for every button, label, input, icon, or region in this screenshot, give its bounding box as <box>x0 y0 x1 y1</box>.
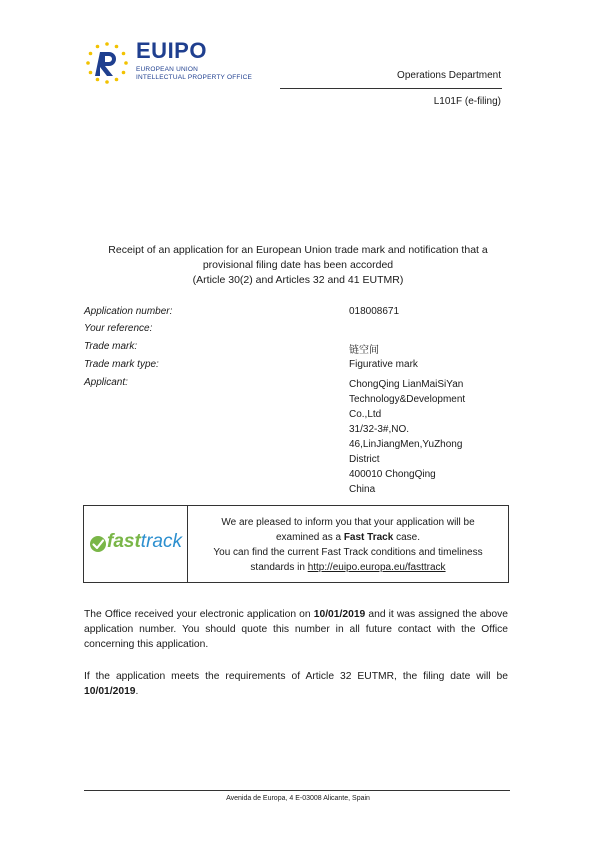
logo-word-eu: EU <box>136 38 168 63</box>
applicant-line: Technology&Development <box>349 394 466 405</box>
applicant-line: District <box>349 454 380 465</box>
applicant-address <box>349 377 465 497</box>
applicant-line: 31/32-3#,NO. <box>349 424 410 435</box>
trade-mark-type-label: Trade mark type: <box>84 359 159 370</box>
application-number-label: Application number: <box>84 306 173 317</box>
para1-date: 10/01/2019 <box>313 609 366 620</box>
title-line-1: Receipt of an application for an European Union trade mark and notification that a <box>108 244 488 256</box>
para2-pre: If the application meets the requirements of Article 32 EUTMR, the filing date will be <box>84 671 508 682</box>
applicant-line: 46,LinJiangMen,YuZhong <box>349 439 463 450</box>
your-reference-label: Your reference: <box>84 323 153 334</box>
logo-sub-line2: INTELLECTUAL PROPERTY OFFICE <box>136 74 253 81</box>
ft-line-4 <box>188 560 508 575</box>
trade-mark-type-value: Figurative mark <box>349 359 418 370</box>
footer-divider <box>84 790 510 791</box>
trade-mark-label: Trade mark: <box>84 341 138 352</box>
euipo-logo <box>84 40 254 88</box>
fast-track-wordmark <box>107 531 182 553</box>
applicant-label: Applicant: <box>84 377 128 388</box>
title-line-2: provisional filing date has been accorded <box>202 259 394 271</box>
ft-line-4-pre: standards in <box>250 562 308 573</box>
applicant-line: 400010 ChongQing <box>349 469 436 480</box>
fasttrack-link[interactable]: http://euipo.europa.eu/fasttrack <box>307 562 446 573</box>
ft-line-2-bold: Fast Track <box>343 532 394 543</box>
para1-post: and it was assigned the above application number. You should quote this number in all future contact with the Office concerning this application. <box>84 609 508 650</box>
filing-date-paragraph <box>84 669 508 699</box>
department-label: Operations Department <box>397 70 501 81</box>
logo-wordmark <box>136 38 207 64</box>
para2-post: . <box>135 686 139 697</box>
footer-address: Avenida de Europa, 4 E-03008 Alicante, Spain <box>226 795 370 802</box>
receipt-paragraph <box>84 607 508 652</box>
fast-track-message <box>188 515 508 575</box>
applicant-line: ChongQing LianMaiSiYan <box>349 379 464 390</box>
document-title <box>84 243 512 288</box>
fast-track-logo <box>84 506 188 582</box>
trade-mark-value: 链空间 <box>349 345 379 356</box>
logo-track-text: track <box>140 531 182 552</box>
logo-sub-line1: EUROPEAN UNION <box>136 66 199 73</box>
check-circle-icon <box>89 535 107 553</box>
logo-subtitle <box>136 66 252 82</box>
application-number-value: 018008671 <box>349 306 400 317</box>
form-code: L101F (e-filing) <box>433 96 501 107</box>
title-line-3: (Article 30(2) and Articles 32 and 41 EUTMR) <box>192 274 404 286</box>
applicant-line: China <box>349 484 376 495</box>
euipo-emblem-icon <box>84 40 130 88</box>
ft-line-1: We are pleased to inform you that your application will be <box>221 517 475 528</box>
para1-pre: The Office received your electronic application on <box>84 609 314 620</box>
ft-line-2-pre: examined as a <box>276 532 344 543</box>
para2-date: 10/01/2019 <box>84 686 136 697</box>
ft-line-3: You can find the current Fast Track conditions and timeliness <box>213 547 483 558</box>
applicant-line: Co.,Ltd <box>349 409 382 420</box>
logo-word-ipo: IPO <box>167 38 207 63</box>
header-divider <box>280 88 502 89</box>
fast-track-notice <box>83 505 509 583</box>
ft-line-2-post: case. <box>393 532 420 543</box>
ft-line-2 <box>188 530 508 545</box>
logo-fast-text: fast <box>107 531 141 552</box>
